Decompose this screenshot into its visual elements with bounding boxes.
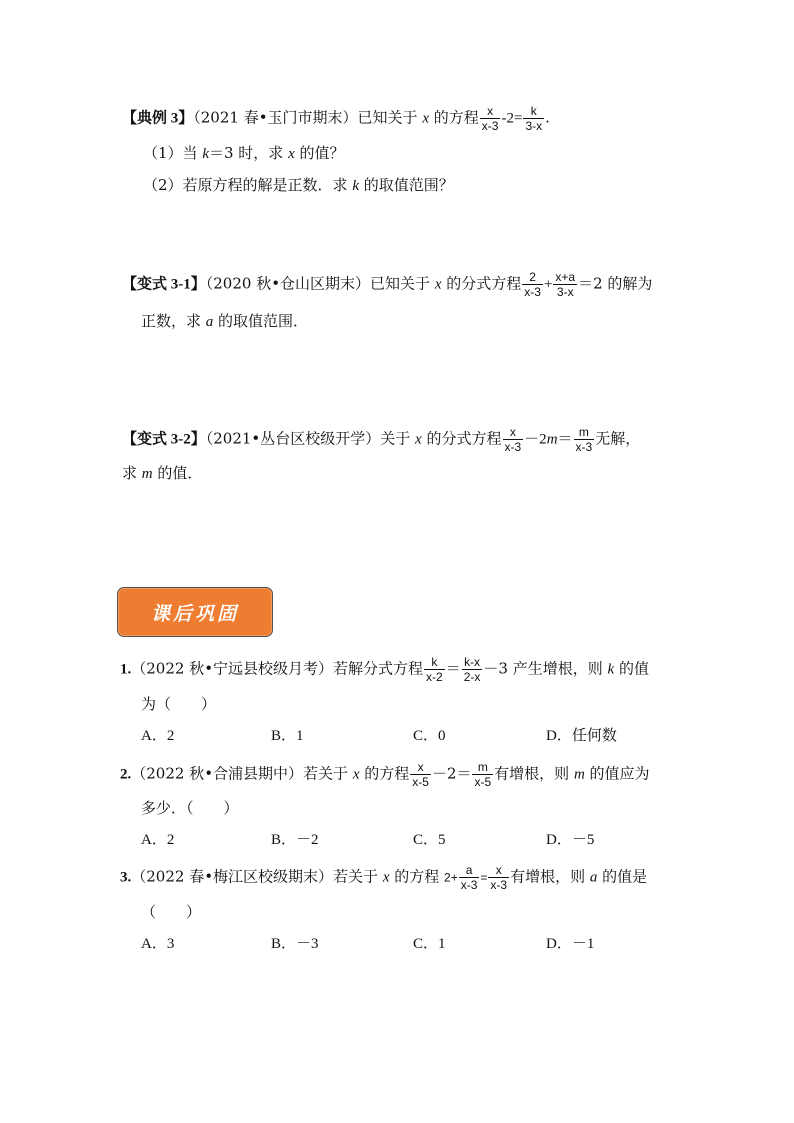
denominator: 3-x [525,119,543,133]
option-d[interactable]: D．－1 [546,936,595,952]
text: －3 产生增根，则 [483,659,608,678]
text: 的分式方程 [421,429,502,448]
fraction [488,863,509,892]
denominator: x-5 [412,775,429,789]
numerator: x [503,425,524,440]
fraction [424,655,445,684]
operator: －2＝ [431,764,472,783]
operator: + [543,276,553,293]
numerator: x+a [555,270,576,284]
var-a: a [589,869,598,886]
example-3-question-2 [143,174,454,197]
option-b[interactable]: B．1 [271,728,304,744]
text: 多少．（ ） [141,799,239,817]
text: 的取值范围？ [359,176,454,194]
operator: －2 [524,431,547,448]
text: （2）若原方程的解是正数．求 [143,176,353,194]
operator: ＝ [445,659,461,678]
numerator: m [472,760,493,775]
text: （1）当 [143,144,203,162]
numerator: a [459,863,480,878]
fraction [523,104,544,133]
var-m: m [546,431,558,448]
text: ＝3 时，求 [208,144,289,162]
variant-3-2-line [122,425,640,454]
variant-3-1-tag: 【变式 3-1】 [122,276,206,293]
numerator: x [480,104,501,119]
text: 的取值范围． [213,312,309,330]
fraction [503,425,524,454]
fraction [472,760,493,789]
option-c[interactable]: C．0 [413,728,446,744]
fraction [462,655,483,684]
operator: -2= [501,110,523,127]
variant-3-2-source: （2021•丛台区校级开学）关于 [205,429,416,448]
denominator: x-3 [575,440,593,454]
question-3-line-2 [141,901,201,923]
var-m: m [573,766,585,783]
example-3-question-1 [143,142,345,165]
var-k: k [352,178,359,194]
numerator: k [523,104,544,119]
text: 的值？ [294,144,345,162]
denominator: x-2 [426,670,443,684]
denominator: x-3 [504,440,522,454]
option-c[interactable]: C．1 [413,936,446,952]
question-source: （2022 春•梅江区校级期末）若关于 [131,867,383,886]
fraction [553,270,577,299]
variant-3-1-line [122,270,652,299]
question-3-line [120,863,647,892]
fraction [459,863,480,892]
option-d[interactable]: D．－5 [546,832,595,848]
example-3-tag: 【典例 3】 [122,110,194,127]
text: 的方程 [429,108,479,127]
fraction [522,270,543,299]
section-banner [117,587,273,637]
variant-3-1-source: （2020 秋•仓山区期末）已知关于 [205,274,435,293]
text: 求 [122,464,142,482]
text: 有增根，则 [510,867,590,886]
variant-3-2-line-2 [122,462,202,485]
option-a[interactable]: A．3 [141,936,175,952]
option-d[interactable]: D．任何数 [546,728,617,744]
variant-3-2-tag: 【变式 3-2】 [122,431,206,448]
question-source: （2022 秋•宁远县校级月考）若解分式方程 [131,659,424,678]
var-a: a [205,314,214,330]
section-banner-label: 课后巩固 [150,603,239,625]
fraction [480,104,501,133]
text: 的方程 [389,867,445,886]
question-source: （2022 秋•合浦县期中）若关于 [131,764,353,783]
numerator: m [574,425,595,440]
var-m: m [141,466,153,482]
example-3-source: （2021 春•玉门市期末）已知关于 [193,108,418,127]
example-3-line [122,104,550,133]
text: （ ） [141,903,202,921]
text: ＝2 的解为 [578,274,653,293]
var-x: x [288,146,295,162]
fraction [574,425,595,454]
option-a[interactable]: A．2 [141,832,175,848]
text: 正数，求 [141,312,206,330]
text: 的方程 [359,764,410,783]
option-a[interactable]: A．2 [141,728,175,744]
numerator: k-x [462,655,483,670]
question-2-line [120,760,650,789]
question-number: 1. [120,661,132,678]
denominator: 3-x [556,285,574,299]
text: . [545,108,550,127]
text: 的值应为 [584,764,650,783]
var-k: k [607,661,615,678]
option-c[interactable]: C．5 [413,832,446,848]
denominator: x-3 [460,878,478,892]
var-k: k [202,146,209,162]
denominator: x-3 [490,878,508,892]
text: 的值． [152,464,203,482]
question-2-line-2 [141,797,239,819]
operator: ＝ [557,429,573,448]
denominator: x-5 [474,775,492,789]
text: 2+ [444,870,458,885]
denominator: x-3 [481,119,499,133]
denominator: x-3 [524,285,541,299]
text: 为（ ） [141,695,217,713]
question-1-line-2 [141,693,216,715]
text: 无解， [595,429,641,448]
question-1-line [120,655,649,684]
var-x: x [422,110,430,127]
text: 的值是 [597,867,648,886]
var-x: x [434,276,442,293]
var-x: x [352,766,360,783]
option-b[interactable]: B．－3 [271,936,319,952]
numerator: k [424,655,445,670]
numerator: 2 [522,270,543,285]
operator: = [480,870,488,885]
text: 的值 [614,659,649,678]
numerator: x [410,760,431,775]
fraction [410,760,431,789]
question-number: 2. [120,766,132,783]
var-x: x [382,869,390,886]
option-b[interactable]: B．－2 [271,832,319,848]
numerator: x [488,863,509,878]
question-number: 3. [120,869,132,886]
text: 的分式方程 [441,274,522,293]
denominator: 2-x [463,670,481,684]
var-x: x [415,431,422,448]
text: 有增根，则 [494,764,574,783]
variant-3-1-line-2 [141,310,308,333]
